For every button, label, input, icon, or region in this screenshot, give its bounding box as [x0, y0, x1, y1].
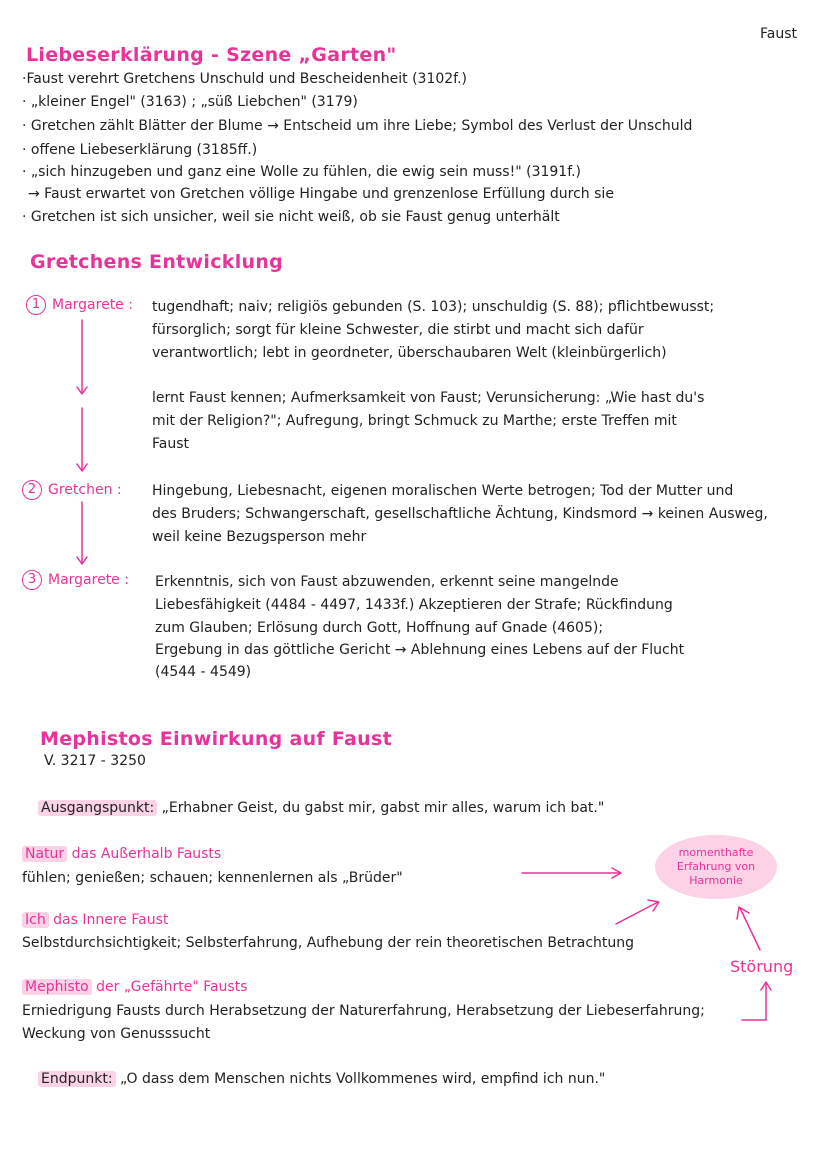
corner-label: Faust [760, 26, 798, 42]
text-line: zum Glauben; Erlösung durch Gott, Hoffnung auf Gnade (4605); [155, 620, 604, 636]
mephisto-label: Mephisto [22, 979, 92, 995]
text-line: (4544 - 4549) [155, 664, 252, 680]
text-line: lernt Faust kennen; Aufmerksamkeit von Faust; Verunsicherung: „Wie hast du's [152, 390, 705, 406]
text-line: Selbstdurchsichtigkeit; Selbsterfahrung, Aufhebung der rein theoretischen Betrachtung [22, 935, 635, 951]
end-quote: „O dass dem Menschen nichts Vollkommenes wird, empfind ich nun." [120, 1071, 606, 1087]
verse-range: V. 3217 - 3250 [44, 753, 146, 769]
text-line: verantwortlich; lebt in geordneter, überschaubaren Welt (kleinbürgerlich) [152, 345, 667, 361]
section-title-liebeserklaerung: Liebeserklärung - Szene „Garten" [26, 44, 397, 66]
stage-3-number: 3 [22, 570, 42, 590]
stage-3-name: Margarete : [48, 572, 129, 588]
text-line: weil keine Bezugsperson mehr [152, 529, 367, 545]
text-line: mit der Religion?"; Aufregung, bringt Schmuck zu Marthe; erste Treffen mit [152, 413, 677, 429]
text-line: fühlen; genießen; schauen; kennenlernen als „Brüder" [22, 870, 403, 886]
text-line: tugendhaft; naiv; religiös gebunden (S. 103); unschuldig (S. 88); pflichtbewusst; [152, 299, 715, 315]
end-label: Endpunkt: [38, 1071, 116, 1087]
text-line: Hingebung, Liebesnacht, eigenen moralischen Werte betrogen; Tod der Mutter und [152, 483, 734, 499]
bubble-line: Erfahrung von [676, 860, 756, 873]
text-line: · „sich hinzugeben und ganz eine Wolle zu fühlen, die ewig sein muss!" (3191f.) [22, 164, 582, 180]
stage-2-number: 2 [22, 480, 42, 500]
text-line: Erkenntnis, sich von Faust abzuwenden, erkennt seine mangelnde [155, 574, 619, 590]
mephisto-rest: der „Gefährte" Fausts [96, 979, 248, 995]
text-line: Weckung von Genusssucht [22, 1026, 211, 1042]
text-line: · Gretchen zählt Blätter der Blume → Entscheid um ihre Liebe; Symbol des Verlust der Unschuld [22, 118, 693, 134]
natur-rest: das Außerhalb Fausts [71, 846, 222, 862]
text-line: → Faust erwartet von Gretchen völlige Hingabe und grenzenlose Erfüllung durch sie [28, 186, 614, 202]
text-line: · „kleiner Engel" (3163) ; „süß Liebchen" (3179) [22, 94, 358, 110]
text-line: Ergebung in das göttliche Gericht → Ablehnung eines Lebens auf der Flucht [155, 642, 685, 658]
stoerung-label: Störung [730, 957, 794, 976]
start-quote: „Erhabner Geist, du gabst mir, gabst mir alles, warum ich bat." [161, 800, 605, 816]
ich-label: Ich [22, 912, 49, 928]
stage-1-number: 1 [26, 295, 46, 315]
bubble-line: momenthafte [678, 846, 754, 859]
text-line: Faust [152, 436, 190, 452]
ich-arrow-line [616, 902, 658, 924]
stoerung-arrow-line [740, 908, 760, 950]
section-title-entwicklung: Gretchens Entwicklung [30, 251, 284, 273]
text-line: ·Faust verehrt Gretchens Unschuld und Bescheidenheit (3102f.) [22, 71, 467, 87]
text-line: · offene Liebeserklärung (3185ff.) [22, 142, 258, 158]
text-line: Liebesfähigkeit (4484 - 4497, 1433f.) Akzeptieren der Strafe; Rückfindung [155, 597, 673, 613]
ich-rest: das Innere Faust [53, 912, 169, 928]
stage-1-name: Margarete : [52, 297, 133, 313]
text-line: Erniedrigung Fausts durch Herabsetzung der Naturerfahrung, Herabsetzung der Liebeserfahrung; [22, 1003, 705, 1019]
bubble-line: Harmonie [689, 874, 743, 887]
ich-arrow-head [648, 900, 659, 911]
text-line: fürsorglich; sorgt für kleine Schwester, die stirbt und macht sich dafür [152, 322, 644, 338]
text-line: des Bruders; Schwangerschaft, gesellschaftliche Ächtung, Kindsmord → keinen Ausweg, [152, 506, 768, 522]
text-line: · Gretchen ist sich unsicher, weil sie nicht weiß, ob sie Faust genug unterhält [22, 209, 560, 225]
section-title-mephisto: Mephistos Einwirkung auf Faust [40, 728, 392, 750]
natur-label: Natur [22, 846, 67, 862]
start-label: Ausgangspunkt: [38, 800, 157, 816]
stage-2-name: Gretchen : [48, 482, 122, 498]
